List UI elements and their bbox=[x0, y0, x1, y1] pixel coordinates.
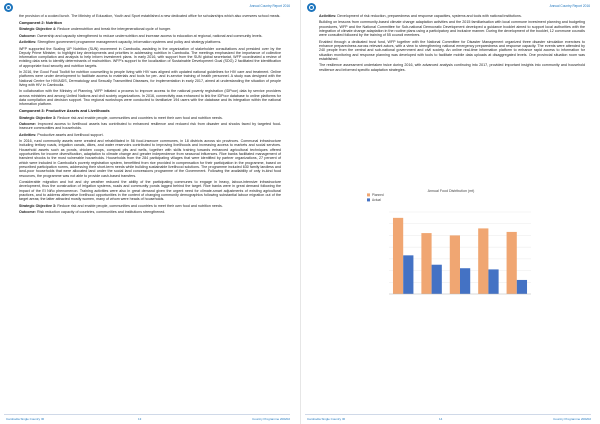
page-footer bbox=[305, 414, 591, 421]
legend-swatch bbox=[367, 198, 370, 201]
paragraph-text: Strengthen government programme management capacity, information systems and policy and strategy platforms. bbox=[36, 40, 222, 45]
paragraph: The resilience assessment undertaken twice during 2016, with advanced analysis continuing into 2017, provided important insights into community and household resilience and informed specific adaptation strategies. bbox=[319, 63, 585, 72]
wfp-logo-icon bbox=[4, 3, 13, 12]
paragraph-text: Reduce undernutrition and break the intergenerational cycle of hunger. bbox=[56, 27, 171, 32]
paragraph: Building on lessons from community-based climate change adaptation activities and the 2015 familiarisation with local commune investment planning and budgeting procedures, WFP and the National Committee for Sub-national Democratic Development developed a guidance booklet aimed to support local authorities with the integration of climate change adaptation in the routine plans using a participatory and inclusive manner. During the development of the booklet, 12 commune councils were consulted followed by the training of 55 council members. bbox=[319, 20, 585, 38]
bar-planned-2012 bbox=[393, 218, 403, 294]
paragraph: Enabled through a dedicated trust fund, WFP together with the National Committee for Disaster Management organized three disaster simulation exercises to enhance preparedness across relevant actors, with a view to strengthening national emergency preparedness and response capacity. The events were attended by 240 people from the central and sub-national government and civil society. An online real-time information platform to enhance rapid access to information for situation monitoring and response planning was developed with tools to facilitate mobile data uploads at disaggregated levels. One provincial situation room was established. bbox=[319, 39, 585, 61]
page-number: 14 bbox=[439, 416, 443, 421]
chart-legend bbox=[367, 193, 384, 202]
food-distribution-chart bbox=[363, 186, 539, 304]
footer-right: Country Programme 200202 bbox=[252, 416, 290, 421]
paragraph: In 2016, the Good Food Toolkit for nutrition counselling to people living with HIV was aligned with updated national guidelines for HIV care and treatment. Online platforms were under development to facilitate access to materials and tools for per- and in-service training of health personnel. A study was designed with the National Centre for HIV/AIDS, Dermatology and Sexually Transmitted Diseases, for implementation in early 2017, aimed at understanding the situation of people living with HIV in Cambodia. bbox=[19, 70, 281, 88]
chart-title: Annual Food Distribution (mt) bbox=[427, 189, 475, 193]
paragraph-text: Development of risk reduction, preparedness and response capacities, systems and tools with national institutions. bbox=[336, 14, 522, 18]
paragraph-label: Outcome: bbox=[19, 209, 36, 214]
bar-actual-2015 bbox=[488, 269, 498, 294]
paragraph-label: Strategic Objective 4: bbox=[19, 27, 57, 32]
paragraph: the provision of a cooked lunch. The Ministry of Education, Youth and Sport established a new dedicated office for scholarships which also oversees school meals. bbox=[19, 14, 281, 18]
paragraph bbox=[19, 133, 281, 137]
paragraph-text: Productive assets and livelihood support. bbox=[36, 132, 104, 137]
paragraph bbox=[19, 122, 281, 131]
bar-actual-2012 bbox=[403, 255, 413, 294]
bar-planned-2015 bbox=[478, 228, 488, 294]
paragraph bbox=[19, 204, 281, 208]
paragraph-label: Strategic Objective 3: bbox=[19, 203, 57, 208]
paragraph bbox=[19, 40, 281, 44]
footer-right: Country Programme 200202 bbox=[553, 416, 591, 421]
bar-actual-2014 bbox=[460, 268, 470, 294]
paragraph-label: Activities: bbox=[19, 40, 37, 45]
paragraph-label: Strategic Objective 3: bbox=[19, 115, 57, 120]
paragraph bbox=[19, 34, 281, 38]
paragraph-text: Risk reduction capacity of countries, communities and institutions strengthened. bbox=[36, 209, 166, 214]
paragraph-label: Outcome: bbox=[19, 122, 36, 127]
bar-planned-2016 bbox=[507, 232, 517, 294]
paragraph: In 2016, rural community assets were created and rehabilitated in 56 food-insecure communes, in 18 districts across six provinces. Communal infrastructure including tertiary roads, irrigation canals, dikes, and water reservoirs contributed to improving livelihoods and increasing access to markets and social services. Household assets such as ponds, chicken coops, compost pits and wells, together with skills training towards enhanced agricultural techniques offered opportunities for income diversification, adaptation to climate change and greater independence from seasonal influences. Rice banks facilitated management of transient shocks to the most vulnerable households. Households from the 284 participating villages that were identified by partner organizations, 27 percent of which were included in Cambodia's poverty registration system, benefitted from rice provided in compensation for their participation in the programme, based on prescribed participation norms, addressing their short-term needs while building sustainable livelihood solutions. The programme included 630 family landless and land-poor households that were allocated land under the social land concessions programme of the Government. Following the availability of only in-kind food resources, the programme was not able to provide cash-based transfers. bbox=[19, 139, 281, 178]
wfp-logo-icon bbox=[307, 3, 316, 12]
bar-planned-2014 bbox=[450, 235, 460, 294]
bar-actual-2013 bbox=[432, 265, 442, 294]
paragraph bbox=[19, 27, 281, 31]
paragraph-label: Outcome: bbox=[19, 33, 36, 38]
chart-canvas bbox=[363, 186, 539, 304]
paragraph bbox=[319, 14, 585, 18]
running-head: Annual Country Report 2016 bbox=[249, 4, 290, 8]
footer-left: Cambodia Single Country IR bbox=[307, 416, 346, 421]
paragraph-text: Reduce risk and enable people, communities and countries to meet their own food and nutrition needs. bbox=[56, 203, 223, 208]
paragraph bbox=[19, 116, 281, 120]
right-page bbox=[300, 0, 600, 424]
paragraph: WFP supported the Scaling UP Nutrition (SUN) movement in Cambodia, assisting in the organization of stakeholder consultations and presided over by the Deputy Prime Minister, to highlight key developments and priorities in addressing nutrition in Cambodia. The meetings emphasized the importance of collective information compilation and analysis to help inform investment plans. In early 2016, with support from the SUN global secretariat, WFP coordinated a review of existing data sets to identify determinants of malnutrition. WFP's support to the localization of Sustainable Development Goal (SDG) 2 facilitated the identification of appropriate food security and nutrition targets. bbox=[19, 46, 281, 68]
section-heading: Component 2: Nutrition bbox=[19, 20, 62, 25]
running-head: Annual Country Report 2016 bbox=[549, 4, 590, 8]
section-heading: Component 3: Productive Assets and Livelihoods bbox=[19, 109, 110, 114]
legend-label: Planned bbox=[372, 193, 384, 197]
paragraph bbox=[19, 210, 281, 214]
right-page-body bbox=[319, 14, 585, 74]
paragraph-text: Improved access to livelihood assets has contributed to enhanced resilience and reduced risk from disaster and shocks faced by targeted food-insecure communities and households. bbox=[19, 122, 281, 131]
paragraph-label: Activities: bbox=[319, 14, 337, 18]
bar-planned-2013 bbox=[421, 233, 431, 294]
page-footer bbox=[4, 414, 290, 421]
page-number: 13 bbox=[138, 416, 142, 421]
bar-actual-2016 bbox=[517, 280, 527, 294]
paragraph-text: Reduce risk and enable people, communities and countries to meet their own food and nutrition needs. bbox=[56, 115, 223, 120]
chart-bars bbox=[393, 218, 527, 294]
paragraph: In collaboration with the Ministry of Planning, WFP initiated a process to improve access to the national poverty registration (IDPoor) data by service providers across ministries and among United Nations and civil society organizations. In 2016, connectivity was enhanced to link the IDPoor database to online platforms for data compilation and decision support. Two regional workshops were conducted to familiarize 194 users with the database and its integration within the national information platform. bbox=[19, 89, 281, 107]
legend-swatch bbox=[367, 193, 370, 196]
paragraph-text: Ownership and capacity strengthened to reduce undernutrition and increase access to education at regional, national and community levels. bbox=[36, 33, 263, 38]
legend-label: Actual bbox=[372, 198, 381, 202]
footer-left: Cambodia Single Country IR bbox=[6, 416, 45, 421]
paragraph-label: Activities: bbox=[19, 132, 37, 137]
left-page-body bbox=[19, 14, 281, 216]
paragraph: Considerable migration and hot and dry weather reduced the ability of the participating communes to engage in heavy, labour-intensive infrastructure development, thus the construction of irrigation systems, roads and community ponds lagged behind the target. Rice banks were in great demand following the impact of the El Niño phenomenon. Training activities were also in great demand given the urgent need for climate-smart adjustments of existing agricultural practices, and to address alternative livelihood opportunities in the context of changing community demographics following substantial labour migration out of the target areas; the latter attracted mostly women, many of whom were heads of households. bbox=[19, 179, 281, 202]
